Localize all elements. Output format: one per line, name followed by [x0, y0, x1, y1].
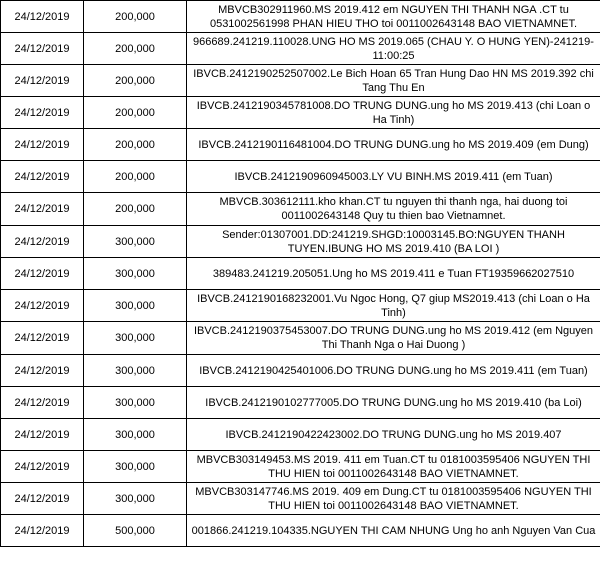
table-row	[1, 355, 600, 387]
table-row	[1, 258, 600, 290]
table-row	[1, 322, 600, 355]
row-amount-cell: 300,000	[84, 355, 187, 387]
row-date-cell: 24/12/2019	[1, 65, 84, 97]
row-description-cell: IBVCB.2412190345781008.DO TRUNG DUNG.ung ho MS 2019.413 (chi Loan o Ha Tinh)	[187, 97, 600, 129]
row-description-cell: MBVCB303147746.MS 2019. 409 em Dung.CT tu 0181003595406 NGUYEN THI THU HIEN toi 0011002643148 BAO VIETNAMNET.	[187, 483, 600, 515]
row-amount-cell: 200,000	[84, 65, 187, 97]
row-amount-cell: 300,000	[84, 290, 187, 322]
row-description-cell: IBVCB.2412190375453007.DO TRUNG DUNG.ung ho MS 2019.412 (em Nguyen Thi Thanh Nga o Hai Duong )	[187, 322, 600, 355]
table-row	[1, 1, 600, 33]
row-date-cell: 24/12/2019	[1, 258, 84, 290]
row-date-cell: 24/12/2019	[1, 193, 84, 226]
row-amount-cell: 300,000	[84, 483, 187, 515]
table-row	[1, 65, 600, 97]
row-description-cell: 389483.241219.205051.Ung ho MS 2019.411 e Tuan FT19359662027510	[187, 258, 600, 290]
table-row	[1, 226, 600, 258]
row-description-cell: IBVCB.2412190252507002.Le Bich Hoan 65 Tran Hung Dao HN MS 2019.392 chi Tang Thu En	[187, 65, 600, 97]
row-date-cell: 24/12/2019	[1, 129, 84, 161]
row-amount-cell: 300,000	[84, 226, 187, 258]
row-date-cell: 24/12/2019	[1, 483, 84, 515]
row-amount-cell: 200,000	[84, 161, 187, 193]
row-date-cell: 24/12/2019	[1, 226, 84, 258]
row-amount-cell: 300,000	[84, 258, 187, 290]
row-amount-cell: 500,000	[84, 515, 187, 547]
row-date-cell: 24/12/2019	[1, 322, 84, 355]
row-date-cell: 24/12/2019	[1, 387, 84, 419]
row-amount-cell: 300,000	[84, 322, 187, 355]
row-description-cell: IBVCB.2412190168232001.Vu Ngoc Hong, Q7 giup MS2019.413 (chi Loan o Ha Tinh)	[187, 290, 600, 322]
table-row	[1, 419, 600, 451]
table-row	[1, 193, 600, 226]
row-date-cell: 24/12/2019	[1, 97, 84, 129]
row-description-cell: IBVCB.2412190422423002.DO TRUNG DUNG.ung ho MS 2019.407	[187, 419, 600, 451]
row-date-cell: 24/12/2019	[1, 355, 84, 387]
table-row	[1, 515, 600, 547]
table-row	[1, 387, 600, 419]
row-date-cell: 24/12/2019	[1, 33, 84, 65]
table-row	[1, 33, 600, 65]
row-description-cell: MBVCB303149453.MS 2019. 411 em Tuan.CT tu 0181003595406 NGUYEN THI THU HIEN toi 0011002643148 BAO VIETNAMNET.	[187, 451, 600, 483]
table-row	[1, 290, 600, 322]
table-row	[1, 97, 600, 129]
row-amount-cell: 200,000	[84, 193, 187, 226]
row-description-cell: 001866.241219.104335.NGUYEN THI CAM NHUNG Ung ho anh Nguyen Van Cua	[187, 515, 600, 547]
row-description-cell: Sender:01307001.DD:241219.SHGD:10003145.BO:NGUYEN THANH TUYEN.IBUNG HO MS 2019.410 (BA LOI )	[187, 226, 600, 258]
row-amount-cell: 300,000	[84, 387, 187, 419]
row-amount-cell: 300,000	[84, 451, 187, 483]
row-description-cell: IBVCB.2412190425401006.DO TRUNG DUNG.ung ho MS 2019.411 (em Tuan)	[187, 355, 600, 387]
row-description-cell: MBVCB302911960.MS 2019.412 em NGUYEN THI THANH NGA .CT tu 0531002561998 PHAN HIEU THO toi 0011002643148 BAO VIETNAMNET.	[187, 1, 600, 33]
row-date-cell: 24/12/2019	[1, 1, 84, 33]
row-description-cell: IBVCB.2412190102777005.DO TRUNG DUNG.ung ho MS 2019.410 (ba Loi)	[187, 387, 600, 419]
table-row	[1, 161, 600, 193]
row-amount-cell: 300,000	[84, 419, 187, 451]
table-row	[1, 129, 600, 161]
table-row	[1, 483, 600, 515]
row-date-cell: 24/12/2019	[1, 451, 84, 483]
row-description-cell: MBVCB.303612111.kho khan.CT tu nguyen thi thanh nga, hai duong toi 0011002643148 Quy tu thien bao Vietnamnet.	[187, 193, 600, 226]
row-description-cell: IBVCB.2412190116481004.DO TRUNG DUNG.ung ho MS 2019.409 (em Dung)	[187, 129, 600, 161]
table-row	[1, 451, 600, 483]
row-description-cell: 966689.241219.110028.UNG HO MS 2019.065 (CHAU Y. O HUNG YEN)-241219-11:00:25	[187, 33, 600, 65]
row-date-cell: 24/12/2019	[1, 515, 84, 547]
row-date-cell: 24/12/2019	[1, 419, 84, 451]
row-date-cell: 24/12/2019	[1, 290, 84, 322]
row-date-cell: 24/12/2019	[1, 161, 84, 193]
row-amount-cell: 200,000	[84, 129, 187, 161]
ledger-body	[1, 1, 600, 547]
row-amount-cell: 200,000	[84, 33, 187, 65]
row-amount-cell: 200,000	[84, 1, 187, 33]
row-amount-cell: 200,000	[84, 97, 187, 129]
row-description-cell: IBVCB.2412190960945003.LY VU BINH.MS 2019.411 (em Tuan)	[187, 161, 600, 193]
